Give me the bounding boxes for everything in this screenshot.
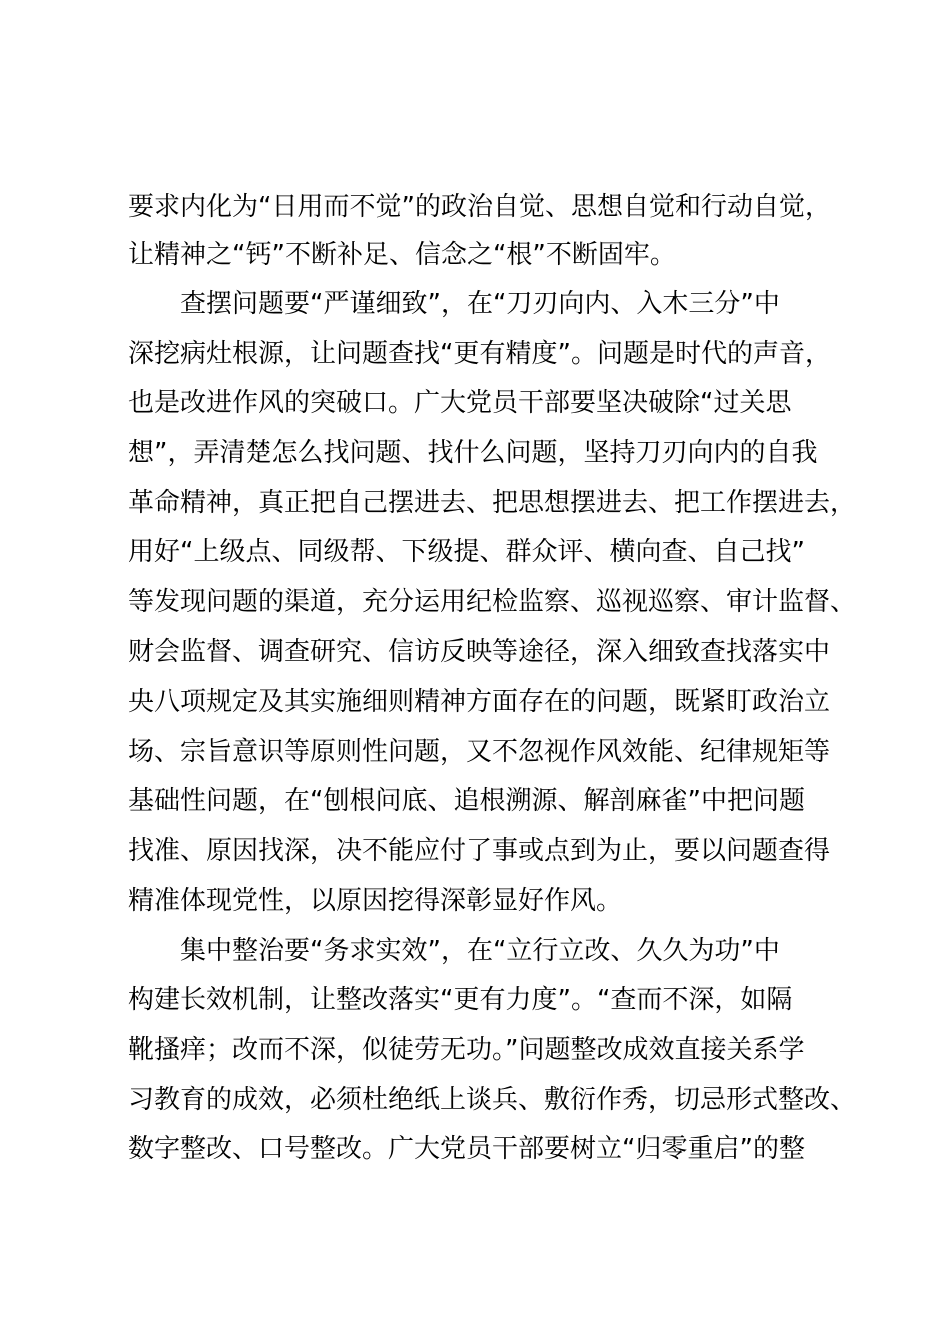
- text-line: 构建长效机制，让整改落实“更有力度”。“查而不深，如隔: [128, 985, 793, 1015]
- text-line: 习教育的成效，必须杜绝纸上谈兵、敷衍作秀，切忌形式整改、: [128, 1085, 857, 1115]
- text-line: 等发现问题的渠道，充分运用纪检监察、巡视巡察、审计监督、: [128, 587, 857, 617]
- text-line: 要求内化为“日用而不觉”的政治自觉、思想自觉和行动自觉，: [128, 192, 831, 222]
- paragraph-start-line: 查摆问题要“严谨细致”，在“刀刃向内、入木三分”中: [180, 289, 780, 319]
- text-line: 靴搔痒；改而不深，似徒劳无功。”问题整改成效直接关系学: [128, 1035, 805, 1065]
- text-line: 想”，弄清楚怎么找问题、找什么问题，坚持刀刃向内的自我: [128, 438, 818, 468]
- text-line: 数字整改、口号整改。广大党员干部要树立“归零重启”的整: [128, 1134, 805, 1164]
- text-line: 财会监督、调查研究、信访反映等途径，深入细致查找落实中: [128, 637, 831, 667]
- text-line: 也是改进作风的突破口。广大党员干部要坚决破除“过关思: [128, 388, 792, 418]
- text-line: 精准体现党性，以原因挖得深彰显好作风。: [128, 886, 623, 916]
- text-line: 让精神之“钙”不断补足、信念之“根”不断固牢。: [128, 240, 676, 270]
- text-line: 基础性问题，在“刨根问底、追根溯源、解剖麻雀”中把问题: [128, 786, 805, 816]
- text-line: 场、宗旨意识等原则性问题，又不忽视作风效能、纪律规矩等: [128, 737, 831, 767]
- text-line: 找准、原因找深，决不能应付了事或点到为止，要以问题查得: [128, 836, 831, 866]
- text-line: 央八项规定及其实施细则精神方面存在的问题，既紧盯政治立: [128, 687, 831, 717]
- text-line: 深挖病灶根源，让问题查找“更有精度”。问题是时代的声音，: [128, 339, 831, 369]
- text-line: 革命精神，真正把自己摆进去、把思想摆进去、把工作摆进去，: [128, 488, 857, 518]
- paragraph-start-line: 集中整治要“务求实效”，在“立行立改、久久为功”中: [180, 936, 780, 966]
- text-line: 用好“上级点、同级帮、下级提、群众评、横向查、自己找”: [128, 537, 805, 567]
